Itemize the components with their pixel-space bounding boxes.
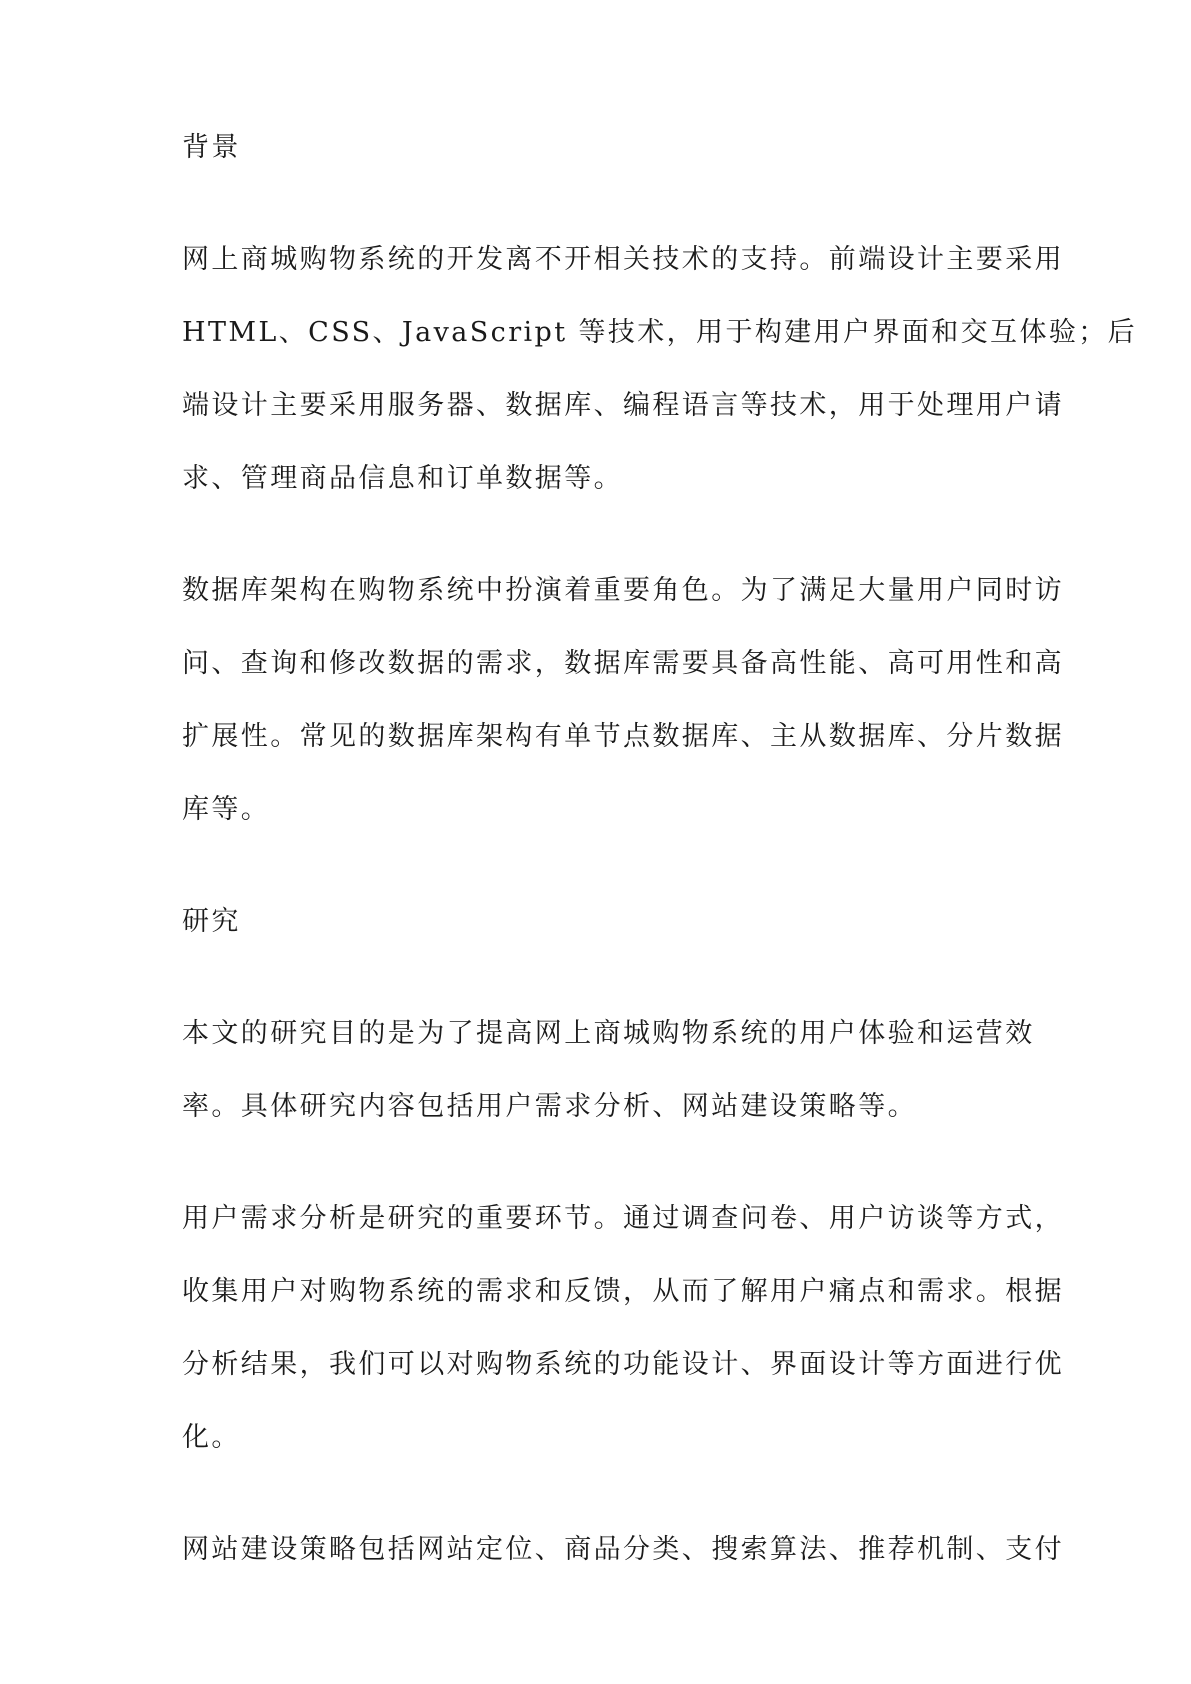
paragraph-line: 端设计主要采用服务器、数据库、编程语言等技术，用于处理用户请 — [182, 390, 1064, 421]
paragraph-database — [182, 573, 1064, 828]
paragraph-research-goal — [182, 1016, 1035, 1125]
section-heading-research: 研究 — [182, 906, 241, 937]
paragraph-line: 本文的研究目的是为了提高网上商城购物系统的用户体验和运营效 — [182, 1018, 1035, 1049]
paragraph-line: HTML、CSS、JavaScript 等技术，用于构建用户界面和交互体验；后 — [182, 317, 1138, 348]
paragraph-line: 用户需求分析是研究的重要环节。通过调查问卷、用户访谈等方式， — [182, 1203, 1064, 1234]
paragraph-line: 率。具体研究内容包括用户需求分析、网站建设策略等。 — [182, 1091, 917, 1122]
paragraph-line: 库等。 — [182, 794, 271, 825]
paragraph-technology — [182, 242, 1138, 497]
paragraph-line: 网上商城购物系统的开发离不开相关技术的支持。前端设计主要采用 — [182, 244, 1064, 275]
paragraph-line: 网站建设策略包括网站定位、商品分类、搜索算法、推荐机制、支付 — [182, 1534, 1064, 1565]
paragraph-line: 问、查询和修改数据的需求，数据库需要具备高性能、高可用性和高 — [182, 648, 1064, 679]
section-heading-background: 背景 — [182, 132, 241, 163]
paragraph-line: 数据库架构在购物系统中扮演着重要角色。为了满足大量用户同时访 — [182, 575, 1064, 606]
paragraph-line: 扩展性。常见的数据库架构有单节点数据库、主从数据库、分片数据 — [182, 721, 1064, 752]
paragraph-line: 收集用户对购物系统的需求和反馈，从而了解用户痛点和需求。根据 — [182, 1276, 1064, 1307]
document-body — [182, 130, 1138, 1568]
paragraph-line: 求、管理商品信息和订单数据等。 — [182, 463, 623, 494]
paragraph-line: 分析结果，我们可以对购物系统的功能设计、界面设计等方面进行优 — [182, 1349, 1064, 1380]
paragraph-user-needs — [182, 1201, 1064, 1456]
paragraph-site-strategy — [182, 1532, 1064, 1568]
paragraph-line: 化。 — [182, 1422, 241, 1453]
